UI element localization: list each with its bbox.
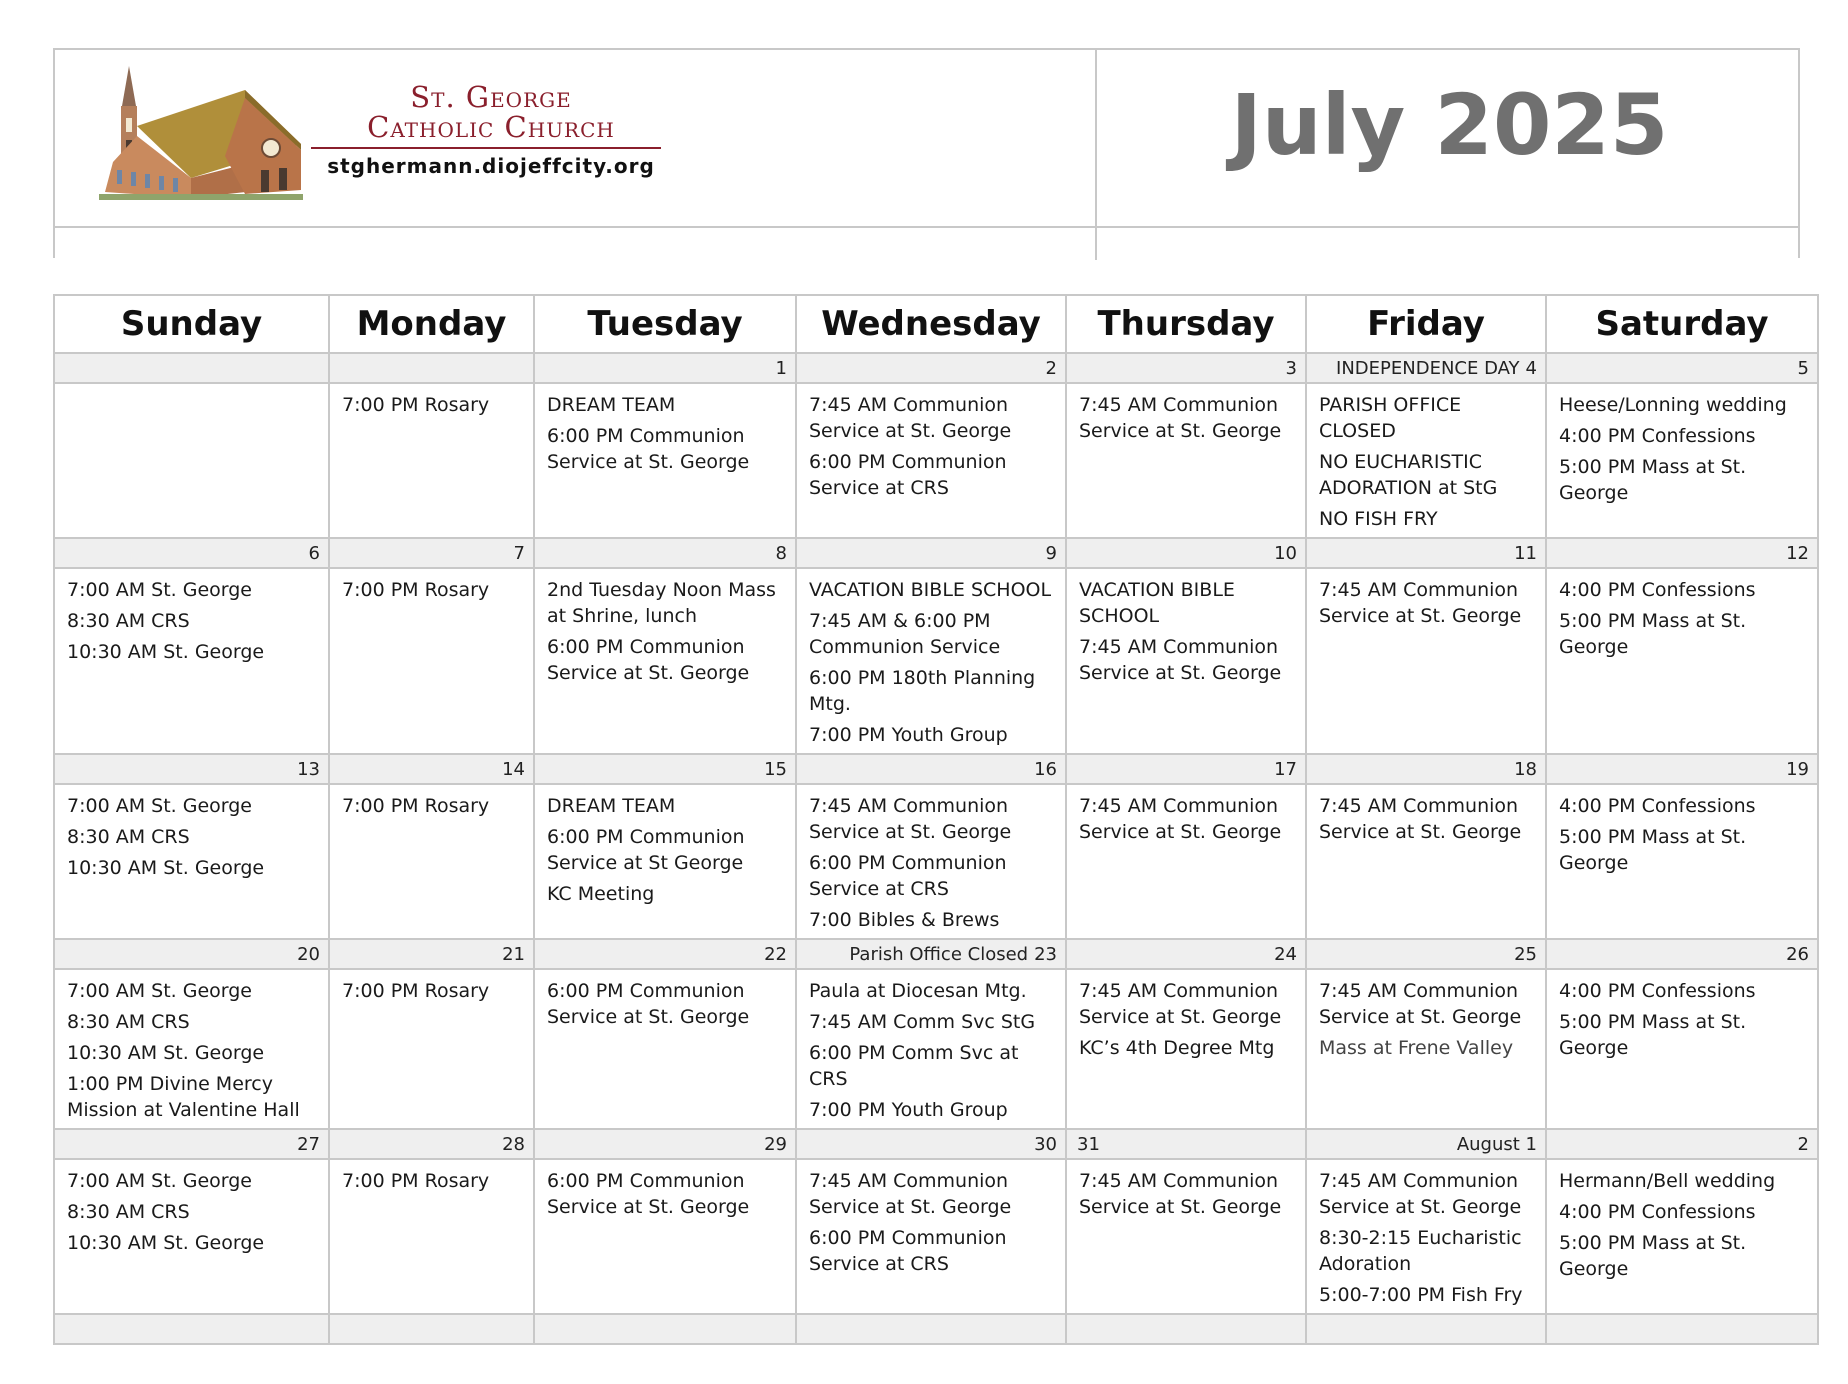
day-number-cell xyxy=(796,1129,1066,1159)
day-events-cell xyxy=(796,784,1066,939)
day-number: 7 xyxy=(513,542,525,564)
day-events-cell xyxy=(1066,969,1306,1129)
calendar-event: 10:30 AM St. George xyxy=(67,1042,265,1064)
date-number-row xyxy=(54,939,1818,969)
day-number: 14 xyxy=(502,758,525,780)
calendar-event: Mass at Frene Valley xyxy=(1319,1037,1514,1059)
calendar-event: 5:00 PM Mass at St. George xyxy=(1559,610,1747,658)
day-number-cell xyxy=(796,353,1066,383)
day-number-cell xyxy=(1066,939,1306,969)
calendar-event: 8:30 AM CRS xyxy=(67,1201,190,1223)
calendar-event: 7:45 AM Communion Service at St. George xyxy=(1079,980,1282,1028)
day-number-cell xyxy=(1306,754,1546,784)
day-events-cell xyxy=(534,568,796,754)
calendar-event: 7:45 AM Communion Service at St. George xyxy=(1319,1170,1522,1218)
month-title: July 2025 xyxy=(1230,76,1669,174)
calendar-event: 6:00 PM Communion Service at CRS xyxy=(809,852,1007,900)
calendar-event: 6:00 PM Communion Service at CRS xyxy=(809,451,1007,499)
calendar-event: 8:30 AM CRS xyxy=(67,826,190,848)
header-bottom-rule xyxy=(55,226,1798,228)
calendar-weeks xyxy=(54,353,1818,1344)
church-name-line1: St. George xyxy=(410,80,572,114)
empty-footer-cell xyxy=(54,1314,329,1344)
calendar-event: 6:00 PM Communion Service at St. George xyxy=(547,980,750,1028)
day-events-cell xyxy=(1546,383,1818,538)
calendar-event: 7:00 PM Youth Group xyxy=(809,1099,1008,1121)
calendar-event: Hermann/Bell wedding xyxy=(1559,1170,1776,1192)
day-number-cell xyxy=(534,754,796,784)
day-number: 21 xyxy=(502,943,525,965)
day-note: INDEPENDENCE DAY xyxy=(1336,357,1520,379)
calendar-event: 8:30 AM CRS xyxy=(67,1011,190,1033)
day-events-cell xyxy=(329,1159,534,1314)
calendar-event: Paula at Diocesan Mtg. xyxy=(809,980,1027,1002)
empty-footer-cell xyxy=(329,1314,534,1344)
weekday-sunday: Sunday xyxy=(54,295,329,353)
day-number-cell xyxy=(796,538,1066,568)
calendar-event: DREAM TEAM xyxy=(547,795,676,817)
calendar-event: 6:00 PM Communion Service at CRS xyxy=(809,1227,1007,1275)
day-events-cell xyxy=(1546,784,1818,939)
calendar-event: 7:00 PM Rosary xyxy=(342,795,490,817)
calendar-event: 4:00 PM Confessions xyxy=(1559,579,1756,601)
day-number-cell xyxy=(1546,754,1818,784)
calendar-event: 7:45 AM Communion Service at St. George xyxy=(1319,579,1522,627)
day-number: 22 xyxy=(764,943,787,965)
weekday-wednesday: Wednesday xyxy=(796,295,1066,353)
day-events-cell xyxy=(1546,568,1818,754)
day-number: 24 xyxy=(1274,943,1297,965)
calendar-event: DREAM TEAM xyxy=(547,394,676,416)
calendar-grid xyxy=(53,294,1819,1345)
events-row xyxy=(54,969,1818,1129)
day-number-cell xyxy=(1306,538,1546,568)
day-events-cell xyxy=(534,969,796,1129)
day-number: 3 xyxy=(1285,357,1297,379)
empty-footer-cell xyxy=(1546,1314,1818,1344)
weekday-friday: Friday xyxy=(1306,295,1546,353)
empty-footer-cell xyxy=(534,1314,796,1344)
day-events-cell xyxy=(54,784,329,939)
day-number-cell xyxy=(796,754,1066,784)
day-number: 5 xyxy=(1797,357,1809,379)
calendar-event: 7:45 AM Communion Service at St. George xyxy=(1079,636,1282,684)
day-number-cell xyxy=(534,538,796,568)
day-number-cell xyxy=(329,538,534,568)
day-events-cell xyxy=(54,1159,329,1314)
calendar-event: 7:00 AM St. George xyxy=(67,795,252,817)
day-events-cell xyxy=(1306,383,1546,538)
day-events-cell xyxy=(796,568,1066,754)
day-events-cell xyxy=(1306,1159,1546,1314)
day-number-cell xyxy=(1546,538,1818,568)
day-events-cell xyxy=(1066,784,1306,939)
calendar-event: 4:00 PM Confessions xyxy=(1559,980,1756,1002)
day-number-cell xyxy=(796,939,1066,969)
calendar-event: 2nd Tuesday Noon Mass at Shrine, lunch xyxy=(547,579,776,627)
day-number-cell xyxy=(329,939,534,969)
day-number-cell xyxy=(1306,939,1546,969)
day-number: 28 xyxy=(502,1133,525,1155)
date-number-row xyxy=(54,353,1818,383)
day-number: 4 xyxy=(1525,357,1537,379)
day-number: 25 xyxy=(1514,943,1537,965)
day-number-cell xyxy=(1306,353,1546,383)
day-events-cell xyxy=(1306,568,1546,754)
calendar-event: 7:00 PM Rosary xyxy=(342,394,490,416)
day-events-cell xyxy=(796,383,1066,538)
empty-footer-cell xyxy=(796,1314,1066,1344)
calendar-event: 7:45 AM Communion Service at St. George xyxy=(1319,795,1522,843)
calendar-event: 6:00 PM 180th Planning Mtg. xyxy=(809,667,1036,715)
calendar-event: KC’s 4th Degree Mtg xyxy=(1079,1037,1275,1059)
events-row xyxy=(54,568,1818,754)
calendar-event: 4:00 PM Confessions xyxy=(1559,1201,1756,1223)
day-number-cell xyxy=(54,939,329,969)
calendar-event: 7:00 PM Rosary xyxy=(342,579,490,601)
day-number: 26 xyxy=(1786,943,1809,965)
calendar-event: 8:30-2:15 Eucharistic Adoration xyxy=(1319,1227,1522,1275)
day-number: 1 xyxy=(775,357,787,379)
date-number-row xyxy=(54,754,1818,784)
day-number: 15 xyxy=(764,758,787,780)
calendar-event: 7:00 AM St. George xyxy=(67,579,252,601)
day-number-cell xyxy=(1066,538,1306,568)
day-events-cell xyxy=(1066,1159,1306,1314)
calendar-event: 6:00 PM Communion Service at St. George xyxy=(547,425,750,473)
day-events-cell xyxy=(329,383,534,538)
day-number: August 1 xyxy=(1456,1133,1537,1155)
calendar-event: 6:00 PM Comm Svc at CRS xyxy=(809,1042,1019,1090)
calendar-event: 5:00 PM Mass at St. George xyxy=(1559,826,1747,874)
empty-footer-cell xyxy=(1066,1314,1306,1344)
calendar-event: 7:45 AM Communion Service at St. George xyxy=(809,1170,1012,1218)
calendar-event: 5:00-7:00 PM Fish Fry xyxy=(1319,1284,1523,1306)
calendar-event: NO EUCHARISTIC ADORATION at StG xyxy=(1319,451,1498,499)
events-row xyxy=(54,1159,1818,1314)
calendar-footer-row xyxy=(54,1314,1818,1344)
day-number: 11 xyxy=(1514,542,1537,564)
calendar-event: 7:00 PM Rosary xyxy=(342,980,490,1002)
day-number: 23 xyxy=(1034,943,1057,965)
weekday-thursday: Thursday xyxy=(1066,295,1306,353)
calendar-event: 7:45 AM & 6:00 PM Communion Service xyxy=(809,610,1001,658)
day-number: 17 xyxy=(1274,758,1297,780)
calendar-event: 6:00 PM Communion Service at St. George xyxy=(547,636,750,684)
day-number-cell xyxy=(54,353,329,383)
calendar-event: 10:30 AM St. George xyxy=(67,1232,265,1254)
day-events-cell xyxy=(329,568,534,754)
church-name-line2: Catholic Church xyxy=(367,110,615,144)
day-number-cell xyxy=(1066,1129,1306,1159)
day-number-cell xyxy=(534,353,796,383)
day-number: 2 xyxy=(1045,357,1057,379)
calendar-event: 4:00 PM Confessions xyxy=(1559,425,1756,447)
day-number: 2 xyxy=(1797,1133,1809,1155)
day-events-cell xyxy=(1546,969,1818,1129)
date-number-row xyxy=(54,1129,1818,1159)
day-events-cell xyxy=(54,568,329,754)
day-number: 18 xyxy=(1514,758,1537,780)
day-events-cell xyxy=(534,1159,796,1314)
day-number: 13 xyxy=(297,758,320,780)
calendar-event: 7:00 PM Youth Group xyxy=(809,724,1008,746)
empty-footer-cell xyxy=(1306,1314,1546,1344)
calendar-event: VACATION BIBLE SCHOOL xyxy=(809,579,1052,601)
day-number-cell xyxy=(534,1129,796,1159)
church-building-icon xyxy=(95,66,305,202)
calendar-event: 7:00 PM Rosary xyxy=(342,1170,490,1192)
day-events-cell xyxy=(54,969,329,1129)
calendar-event: 7:45 AM Communion Service at St. George xyxy=(1319,980,1522,1028)
day-number: 27 xyxy=(297,1133,320,1155)
day-number-cell xyxy=(1066,353,1306,383)
calendar-event: 7:45 AM Comm Svc StG xyxy=(809,1011,1036,1033)
calendar-event: KC Meeting xyxy=(547,883,655,905)
day-note: Parish Office Closed xyxy=(849,943,1029,965)
church-website: stghermann.diojeffcity.org xyxy=(327,154,655,178)
day-events-cell xyxy=(1066,568,1306,754)
day-events-cell xyxy=(54,383,329,538)
calendar-event: 8:30 AM CRS xyxy=(67,610,190,632)
day-events-cell xyxy=(329,784,534,939)
day-events-cell xyxy=(1546,1159,1818,1314)
calendar-event: 5:00 PM Mass at St. George xyxy=(1559,456,1747,504)
day-events-cell xyxy=(796,1159,1066,1314)
calendar-event: 4:00 PM Confessions xyxy=(1559,795,1756,817)
weekday-header-row xyxy=(54,295,1818,353)
calendar-event: 10:30 AM St. George xyxy=(67,641,265,663)
calendar-event: 7:00 Bibles & Brews xyxy=(809,909,1000,931)
calendar-event: NO FISH FRY xyxy=(1319,508,1438,530)
calendar-event: 7:45 AM Communion Service at St. George xyxy=(809,394,1012,442)
calendar-event: 5:00 PM Mass at St. George xyxy=(1559,1232,1747,1280)
date-number-row xyxy=(54,538,1818,568)
day-events-cell xyxy=(1066,383,1306,538)
day-number-cell xyxy=(329,1129,534,1159)
day-number-cell xyxy=(534,939,796,969)
weekday-saturday: Saturday xyxy=(1546,295,1818,353)
events-row xyxy=(54,383,1818,538)
day-number: 19 xyxy=(1786,758,1809,780)
calendar-event: 6:00 PM Communion Service at St. George xyxy=(547,1170,750,1218)
calendar-event: 7:45 AM Communion Service at St. George xyxy=(1079,795,1282,843)
day-number: 20 xyxy=(297,943,320,965)
day-number-cell xyxy=(54,1129,329,1159)
day-number: 12 xyxy=(1786,542,1809,564)
day-number: 16 xyxy=(1034,758,1057,780)
calendar-header xyxy=(53,48,1800,258)
logo-divider xyxy=(311,147,661,149)
day-number: 31 xyxy=(1077,1133,1100,1155)
day-events-cell xyxy=(534,383,796,538)
calendar-event: 7:45 AM Communion Service at St. George xyxy=(1079,1170,1282,1218)
day-number-cell xyxy=(329,353,534,383)
weekday-monday: Monday xyxy=(329,295,534,353)
day-events-cell xyxy=(796,969,1066,1129)
day-number-cell xyxy=(1066,754,1306,784)
calendar-event: 5:00 PM Mass at St. George xyxy=(1559,1011,1747,1059)
day-number-cell xyxy=(1546,353,1818,383)
day-events-cell xyxy=(329,969,534,1129)
day-number: 30 xyxy=(1034,1133,1057,1155)
day-number-cell xyxy=(54,754,329,784)
day-events-cell xyxy=(1306,969,1546,1129)
calendar-event: 7:00 AM St. George xyxy=(67,1170,252,1192)
weekday-tuesday: Tuesday xyxy=(534,295,796,353)
calendar-event: 10:30 AM St. George xyxy=(67,857,265,879)
day-number-cell xyxy=(329,754,534,784)
calendar-event: 6:00 PM Communion Service at St George xyxy=(547,826,745,874)
day-number-cell xyxy=(54,538,329,568)
calendar-event: 1:00 PM Divine Mercy Mission at Valentine Hall xyxy=(67,1073,300,1121)
day-number: 10 xyxy=(1274,542,1297,564)
calendar-event: 7:45 AM Communion Service at St. George xyxy=(1079,394,1282,442)
day-number: 29 xyxy=(764,1133,787,1155)
calendar-event: VACATION BIBLE SCHOOL xyxy=(1079,579,1235,627)
day-number: 6 xyxy=(308,542,320,564)
events-row xyxy=(54,784,1818,939)
day-number-cell xyxy=(1546,1129,1818,1159)
day-events-cell xyxy=(1306,784,1546,939)
day-number-cell xyxy=(1546,939,1818,969)
calendar-event: PARISH OFFICE CLOSED xyxy=(1319,394,1462,442)
day-events-cell xyxy=(534,784,796,939)
calendar-event: 7:00 AM St. George xyxy=(67,980,252,1002)
day-number: 8 xyxy=(775,542,787,564)
calendar-event: Heese/Lonning wedding xyxy=(1559,394,1787,416)
day-number: 9 xyxy=(1045,542,1057,564)
calendar-event: 7:45 AM Communion Service at St. George xyxy=(809,795,1012,843)
day-number-cell xyxy=(1306,1129,1546,1159)
